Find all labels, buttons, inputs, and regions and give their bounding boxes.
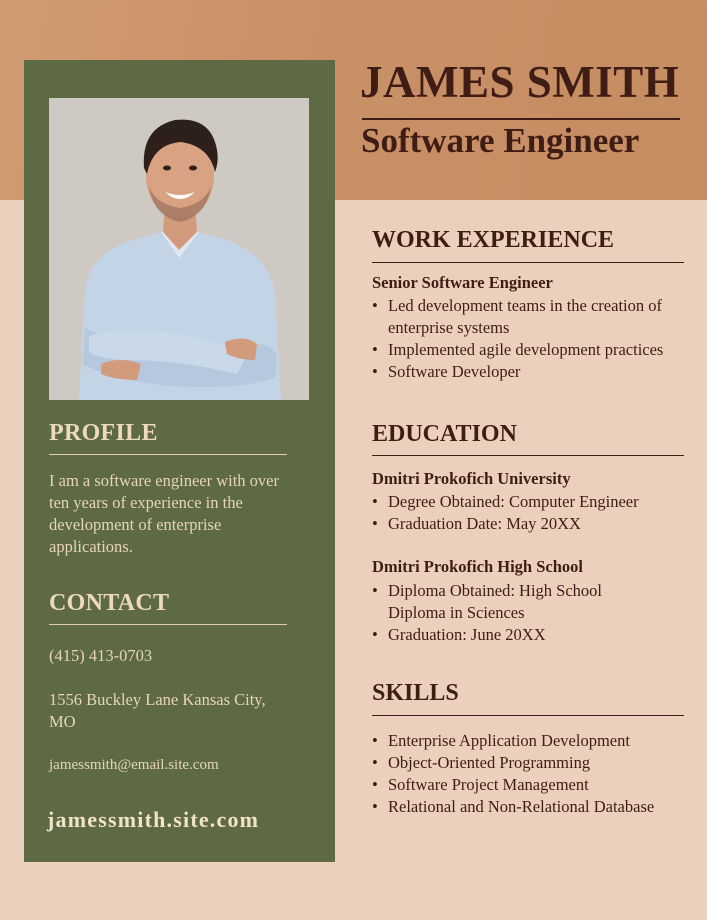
list-item: • Software Project Management	[372, 774, 664, 796]
list-item: • Implemented agile development practices	[372, 339, 677, 361]
name-divider	[362, 118, 680, 120]
candidate-name: JAMES SMITH	[360, 57, 680, 107]
school-name: Dmitri Prokofich University	[372, 469, 571, 488]
education-heading: EDUCATION	[372, 421, 517, 447]
skills-divider	[372, 715, 684, 716]
skills-heading: SKILLS	[372, 680, 459, 706]
list-item: • Degree Obtained: Computer Engineer	[372, 491, 677, 513]
list-item: • Object-Oriented Programming	[372, 752, 664, 774]
work-experience-heading: WORK EXPERIENCE	[372, 227, 615, 253]
list-item: • Led development teams in the creation of enterprise systems	[372, 295, 677, 339]
list-item: • Diploma Obtained: High School Diploma in Sciences	[372, 580, 662, 624]
work-role: Senior Software Engineer	[372, 273, 553, 292]
school-name: Dmitri Prokofich High School	[372, 557, 583, 576]
list-item: • Enterprise Application Development	[372, 730, 664, 752]
work-experience-divider	[372, 262, 684, 263]
skills-list	[372, 730, 664, 818]
job-title: Software Engineer	[361, 121, 640, 160]
contact-divider	[49, 624, 287, 625]
profile-text: I am a software engineer with over ten years of experience in the development of enterprise applications.	[49, 471, 279, 556]
contact-phone: (415) 413-0703	[49, 646, 153, 665]
school-details	[372, 491, 677, 535]
profile-heading: PROFILE	[49, 420, 158, 446]
list-item: • Relational and Non-Relational Database	[372, 796, 664, 818]
contact-heading: CONTACT	[49, 590, 170, 616]
school-details	[372, 580, 662, 646]
website-link[interactable]: jamessmith.site.com	[47, 807, 260, 832]
contact-address: 1556 Buckley Lane Kansas City, MO	[49, 690, 266, 731]
list-item: • Graduation Date: May 20XX	[372, 513, 677, 535]
profile-divider	[49, 454, 287, 455]
education-divider	[372, 455, 684, 456]
profile-photo	[49, 98, 309, 400]
contact-email[interactable]: jamessmith@email.site.com	[49, 757, 219, 773]
work-experience-list	[372, 295, 677, 383]
list-item: • Graduation: June 20XX	[372, 624, 662, 646]
list-item: • Software Developer	[372, 361, 677, 383]
